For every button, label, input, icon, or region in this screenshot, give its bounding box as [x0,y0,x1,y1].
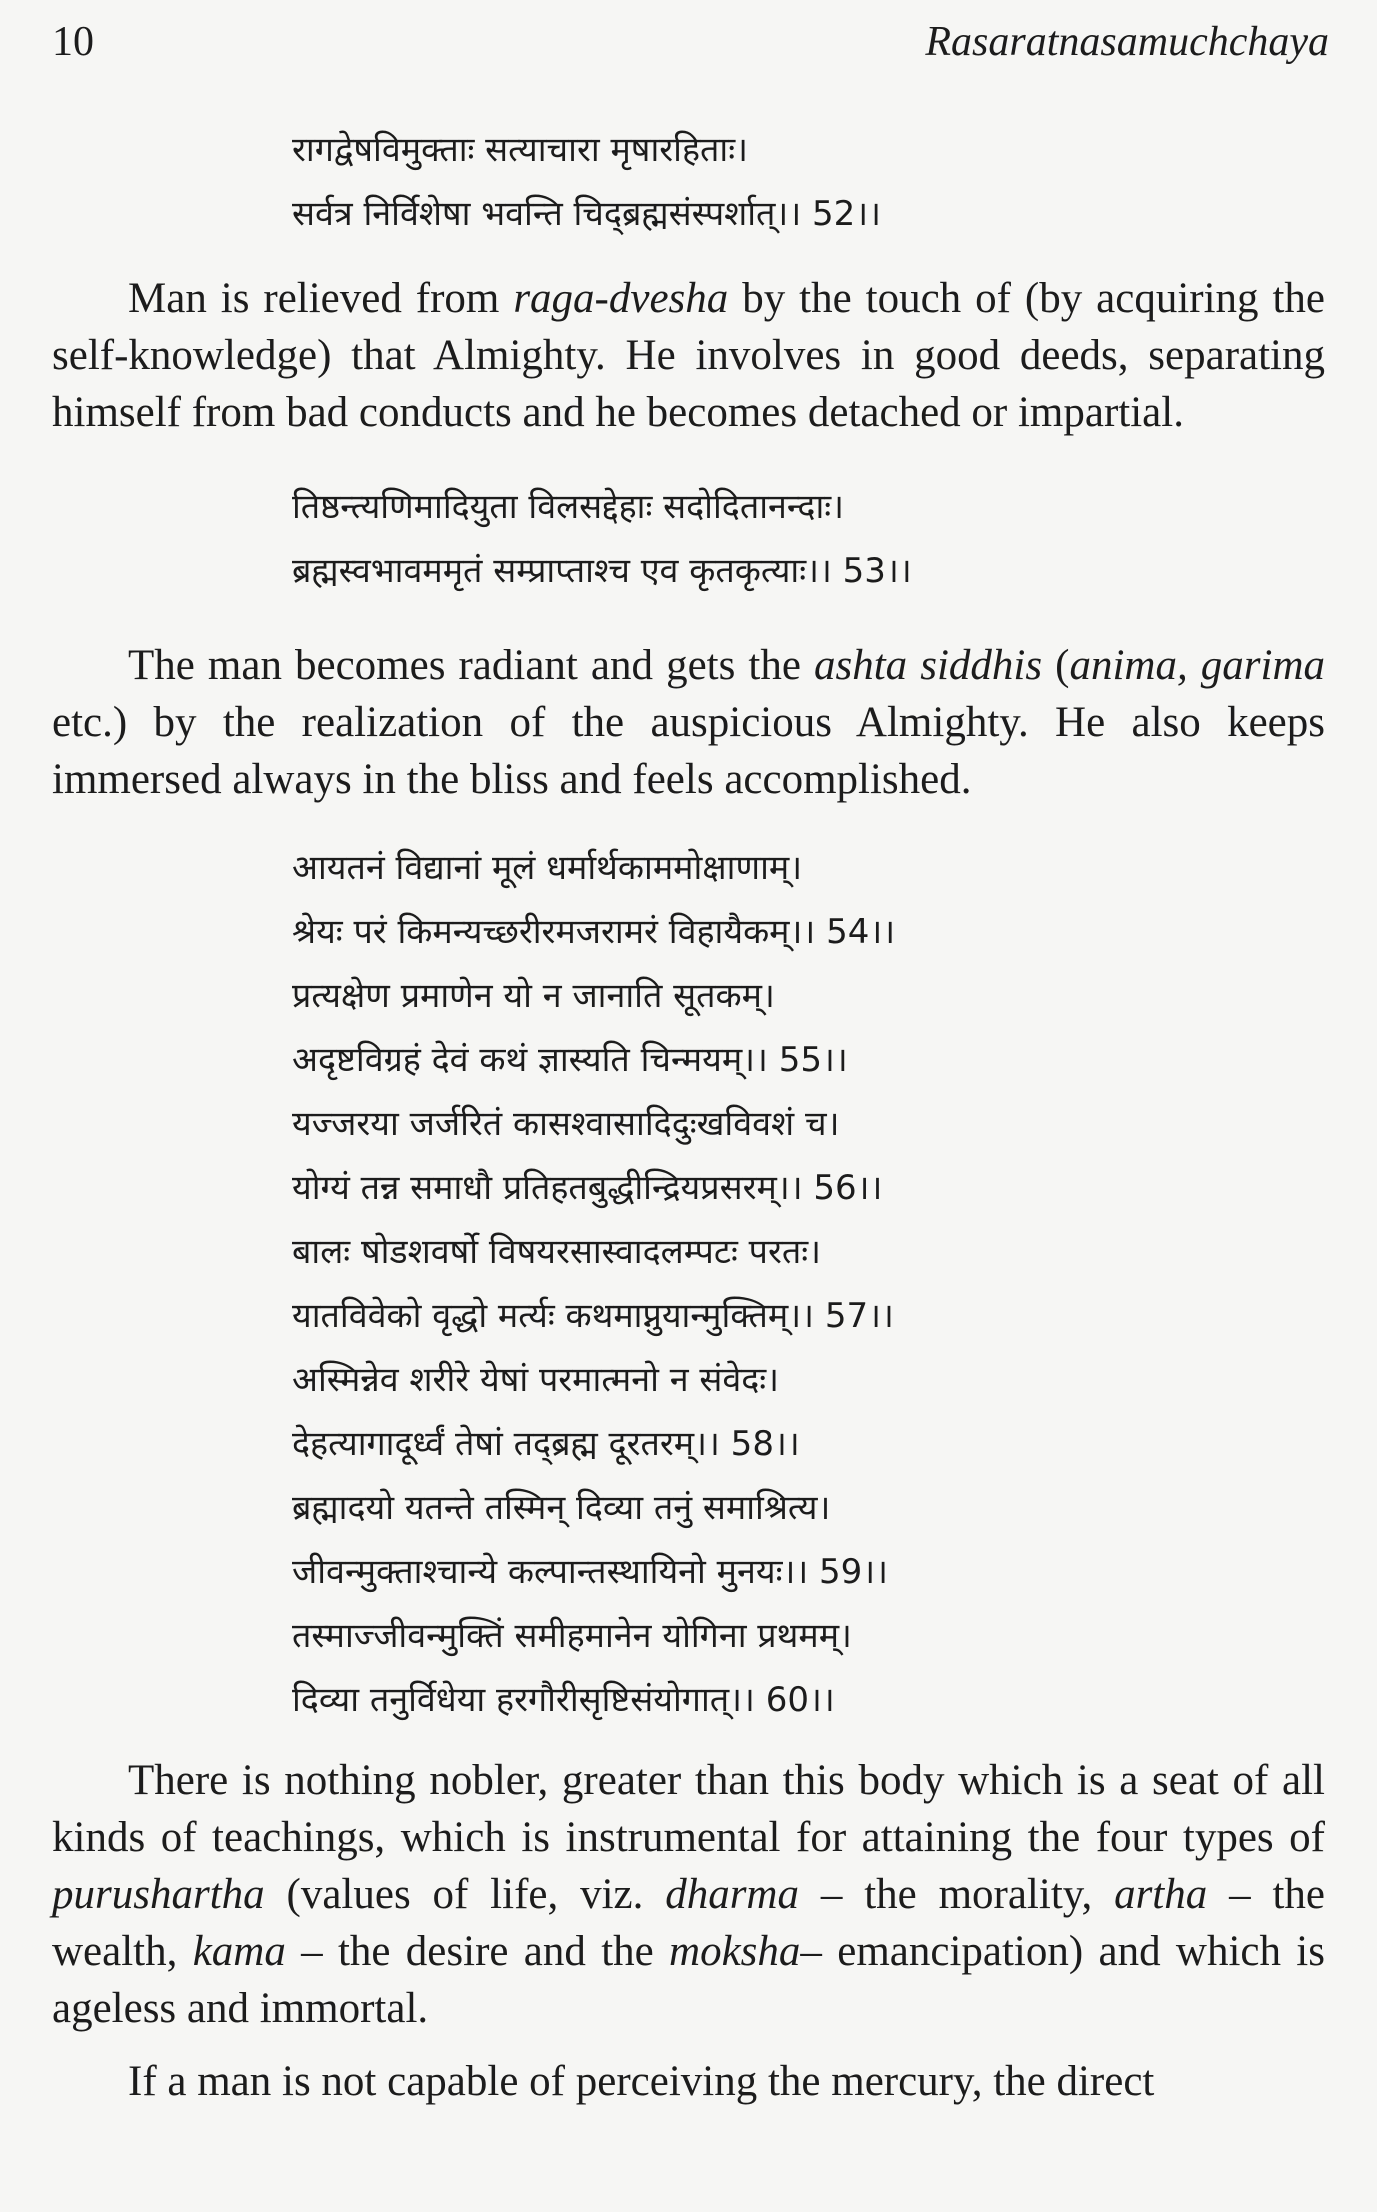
sanskrit-verses-54-60 [52,836,1325,1732]
page-header [52,18,1329,78]
verse-line: बालः षोडशवर्षो विषयरसास्वादलम्पटः परतः। [292,1232,822,1272]
sanskrit-verse-53 [52,475,1325,603]
page-number: 10 [52,19,94,65]
translation-paragraph-52 [52,270,1325,441]
text-run: If a man is not capable of perceiving the mercury, the direct [128,2058,1155,2105]
italic-term: ashta siddhis [813,642,1043,689]
text-run: – the desire and the [285,1928,670,1975]
verse-line: ब्रह्मस्वभावममृतं सम्प्राप्ताश्च एव कृतकृत्याः।। 53।। [292,551,912,591]
verse-line: श्रेयः परं किमन्यच्छरीरमजरामरं विहायैकम्।। 54।। [292,912,896,952]
verse-line: अदृष्टविग्रहं देवं कथं ज्ञास्यति चिन्मयम्।। 55।। [292,1040,848,1080]
italic-term: anima, garima [1069,642,1326,689]
text-run: Man is relieved from [128,275,514,322]
verse-line: यातविवेको वृद्धो मर्त्यः कथमाप्नुयान्मुक्तिम्।। 57।। [292,1296,894,1336]
text-run: – the wealth, [52,1871,1325,1975]
verse-line: तस्माज्जीवन्मुक्तिं समीहमानेन योगिना प्रथमम्। [292,1616,852,1656]
text-run: There is nothing nobler, greater than this body which is a seat of all kinds of teachings, which is instrumental for attaining the four types of [52,1757,1325,1861]
verse-line: यज्जरया जर्जरितं कासश्वासादिदुःखविवशं च। [292,1104,840,1144]
sanskrit-verse-52 [52,118,1325,246]
verse-line: दिव्या तनुर्विधेया हरगौरीसृष्टिसंयोगात्।। 60।। [292,1680,835,1720]
verse-line: देहत्यागादूर्ध्वं तेषां तद्ब्रह्म दूरतरम्।। 58।। [292,1424,800,1464]
text-run: (values of life, viz. [264,1871,666,1918]
italic-term: dharma [665,1871,799,1918]
translation-paragraph-54-60 [52,1752,1325,2037]
verse-line: तिष्ठन्त्यणिमादियुता विलसद्देहाः सदोदितानन्दाः। [292,487,845,527]
italic-term: kama [192,1928,286,1975]
verse-line: ब्रह्मादयो यतन्ते तस्मिन् दिव्या तनुं समाश्रित्य। [292,1488,831,1528]
verse-line: आयतनं विद्यानां मूलं धर्मार्थकाममोक्षाणाम्। [292,848,803,888]
verse-line: जीवन्मुक्ताश्चान्ये कल्पान्तस्थायिनो मुनयः।। 59।। [292,1552,889,1592]
text-run: – emancipation) and which is ageless and immortal. [52,1928,1325,2032]
text-run: – the morality, [799,1871,1115,1918]
text-run: by the touch of (by acquiring the self-knowledge) that Almighty. He involves in good deeds, separating himself from bad conducts and he becomes detached or impartial. [52,275,1325,436]
italic-term: raga-dvesha [513,275,729,322]
italic-term: purushartha [52,1871,265,1918]
verse-line: प्रत्यक्षेण प्रमाणेन यो न जानाति सूतकम्। [292,976,775,1016]
verse-line: अस्मिन्नेव शरीरे येषां परमात्मनो न संवेदः। [292,1360,780,1400]
running-title: Rasaratnasamuchchaya [925,19,1329,65]
text-run: ( [1042,642,1070,689]
page-body [52,118,1325,2110]
text-run: etc.) by the realization of the auspicious Almighty. He also keeps immersed always in the bliss and feels accomplished. [52,699,1325,803]
italic-term: artha [1114,1871,1208,1918]
verse-line: रागद्वेषविमुक्ताः सत्याचारा मृषारहिताः। [292,130,748,170]
translation-paragraph-53 [52,637,1325,808]
text-run: The man becomes radiant and gets the [128,642,814,689]
translation-paragraph-next [52,2053,1325,2110]
italic-term: moksha [669,1928,801,1975]
verse-line: योग्यं तन्न समाधौ प्रतिहतबुद्धीन्द्रियप्रसरम्।। 56।। [292,1168,883,1208]
verse-line: सर्वत्र निर्विशेषा भवन्ति चिद्ब्रह्मसंस्पर्शात्।। 52।। [292,194,882,234]
